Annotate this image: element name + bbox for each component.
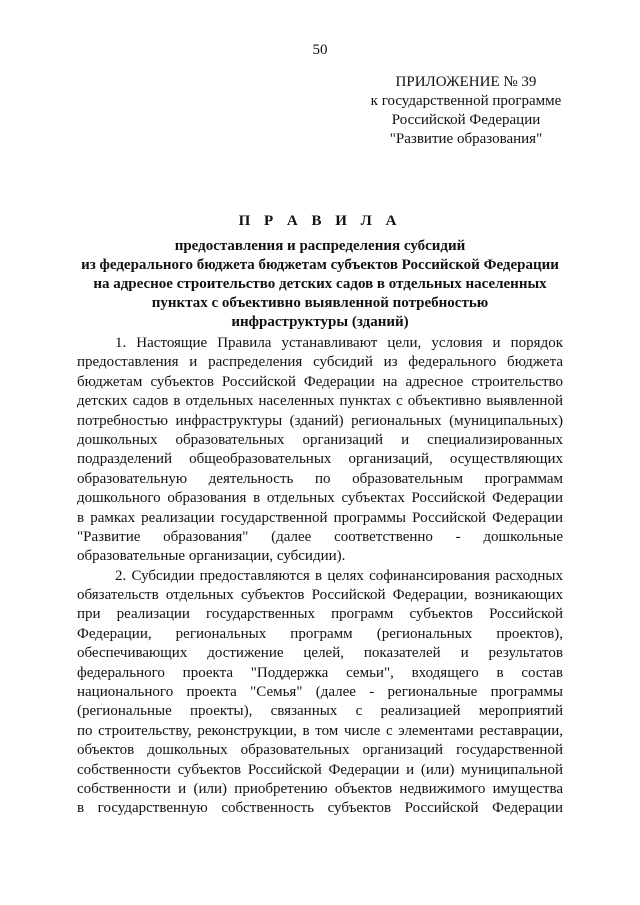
subtitle-line: инфраструктуры (зданий) (231, 314, 409, 330)
paragraph-line: "Развитие образования" (далее соответственно - дошкольные (77, 528, 563, 545)
paragraph-1 (77, 334, 563, 567)
paragraph-line: в рамках реализации государственной программы Российской Федерации (77, 509, 563, 526)
paragraph-line: объектов дошкольных образовательных организаций государственной (77, 742, 563, 759)
paragraph-line: (региональные проекты), связанных с реализацией мероприятий (77, 703, 563, 720)
paragraph-line: Федерации, региональных программ (региональных проектов), (77, 625, 563, 642)
appendix-header (356, 73, 576, 149)
document-title: П Р А В И Л А (238, 213, 402, 229)
paragraph-line: потребностью инфраструктуры (зданий) региональных (муниципальных) (77, 412, 563, 429)
paragraph-line: детских садов в отдельных населенных пунктах с объективно выявленной (77, 393, 563, 410)
paragraph-line: предоставления и распределения субсидий из федерального бюджета (77, 354, 563, 371)
paragraph-line: в государственную собственность субъектов Российской Федерации (77, 800, 563, 817)
paragraph-line: дошкольного образования в отдельных субъектах Российской Федерации (77, 490, 563, 507)
paragraph-line: образовательные организации, субсидии). (77, 548, 346, 565)
paragraph-line: дошкольных образовательных организаций и специализированных (77, 431, 563, 448)
appendix-line: ПРИЛОЖЕНИЕ № 39 (395, 74, 537, 90)
page-number: 50 (312, 42, 328, 58)
subtitle-line: на адресное строительство детских садов в отдельных населенных (93, 276, 547, 292)
document-subtitle (70, 237, 570, 332)
paragraph-line: обеспечивающих достижение целей, показателей и результатов (77, 645, 563, 662)
appendix-line: к государственной программе (370, 93, 562, 109)
appendix-line: "Развитие образования" (389, 131, 543, 147)
document-body (77, 334, 563, 819)
paragraph-line: подразделений общеобразовательных организаций, осуществляющих (77, 451, 563, 468)
subtitle-line: предоставления и распределения субсидий (174, 238, 466, 254)
paragraph-line: 1. Настоящие Правила устанавливают цели, условия и порядок (115, 335, 563, 351)
paragraph-line: национального проекта "Семья" (далее - региональные программы (77, 684, 563, 701)
paragraph-line: собственности субъектов Российской Федерации и (или) муниципальной (77, 761, 563, 778)
paragraph-2 (77, 567, 563, 819)
paragraph-line: 2. Субсидии предоставляются в целях софинансирования расходных (115, 567, 563, 584)
paragraph-line: образовательную деятельность по образовательным программам (77, 470, 563, 487)
paragraph-line: по строительству, реконструкции, в том числе с элементами реставрации, (77, 722, 563, 739)
subtitle-line: пунктах с объективно выявленной потребностью (151, 295, 489, 311)
paragraph-line: обязательств отдельных субъектов Российской Федерации, возникающих (77, 587, 563, 604)
paragraph-line: при реализации государственных программ субъектов Российской (77, 606, 563, 623)
paragraph-line: федерального проекта "Поддержка семьи", входящего в состав (77, 664, 563, 681)
appendix-line: Российской Федерации (391, 112, 541, 128)
paragraph-line: бюджетам субъектов Российской Федерации на адресное строительство (77, 373, 563, 390)
subtitle-line: из федерального бюджета бюджетам субъектов Российской Федерации (81, 257, 559, 273)
paragraph-line: собственности и (или) приобретению объектов недвижимого имущества (77, 780, 563, 797)
